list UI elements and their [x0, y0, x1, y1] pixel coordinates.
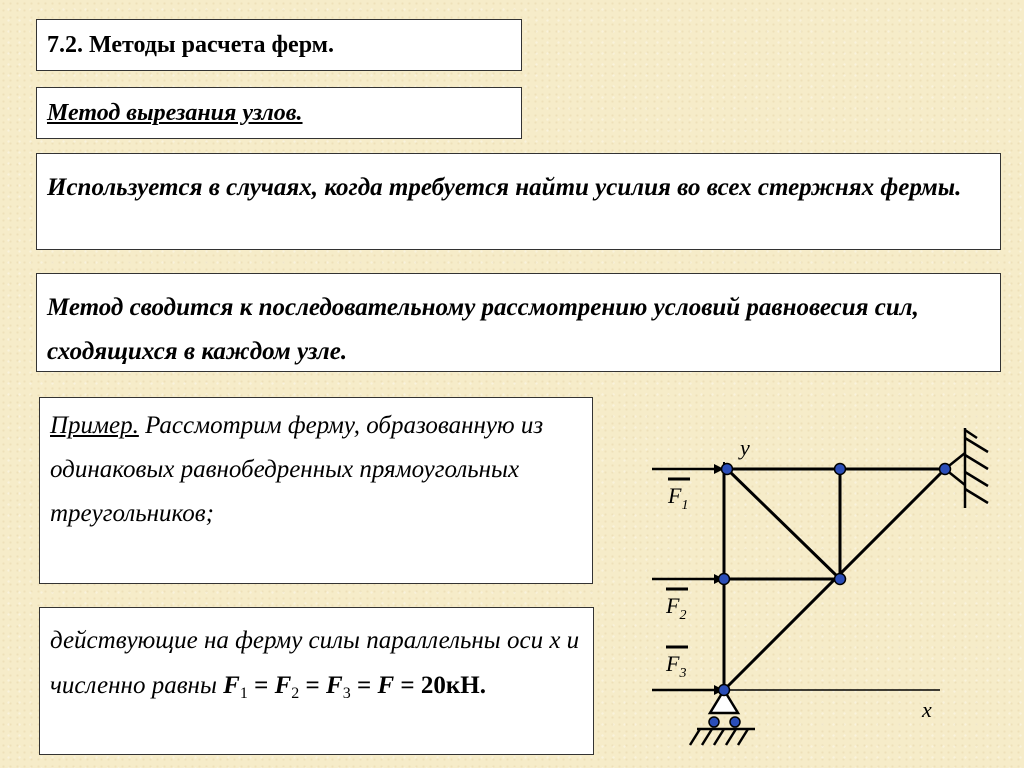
- eq-sign-3: =: [350, 672, 378, 699]
- roller-support: [690, 690, 755, 745]
- force-label-f2-name: F: [666, 593, 680, 618]
- force-label-f1: [667, 483, 688, 513]
- truss-node: [722, 464, 733, 475]
- truss-node: [940, 464, 951, 475]
- eq-f2: F: [274, 672, 292, 699]
- eq-f: F: [377, 672, 395, 699]
- wall-hatch: [965, 438, 988, 452]
- eq-f3-sub: 3: [342, 685, 351, 702]
- eq-value: 20кН.: [420, 672, 486, 699]
- wall-hatch: [965, 489, 988, 503]
- ground-hatch: [738, 729, 748, 745]
- section-heading: Метод вырезания узлов.: [47, 100, 303, 126]
- truss-node: [719, 574, 730, 585]
- force-label-f1-name: F: [668, 483, 682, 508]
- axis-x-label: x: [922, 697, 932, 722]
- eq-f3: F: [326, 672, 343, 699]
- wall-hatch: [965, 430, 977, 438]
- eq-f1: F: [223, 672, 240, 699]
- ground-hatch: [690, 729, 700, 745]
- forces-text: действующие на ферму силы параллельны оси x и численно равны: [50, 627, 580, 699]
- method-text: Метод сводится к последовательному рассмотрению условий равновесия сил, сходящихся в каждом узле.: [47, 294, 919, 365]
- usage-text: Используется в случаях, когда требуется найти усилия во всех стержнях фермы.: [47, 174, 962, 201]
- force-label-f2-sub: 2: [679, 608, 687, 623]
- ground-hatch: [726, 729, 736, 745]
- force-label-f1-sub: 1: [681, 498, 689, 513]
- truss-node: [835, 574, 846, 585]
- force-label-f3: [665, 651, 686, 681]
- force-label-f3-sub: 3: [679, 666, 687, 681]
- wall-hatch: [965, 472, 988, 486]
- truss-members: [724, 462, 945, 690]
- force-label-f3-name: F: [666, 651, 680, 676]
- example-label: Пример.: [50, 412, 139, 439]
- eq-f2-sub: 2: [291, 685, 300, 702]
- truss-node: [835, 464, 846, 475]
- wall-support: [945, 428, 988, 508]
- eq-sign-1: =: [247, 672, 275, 699]
- eq-f1-sub: 1: [239, 685, 248, 702]
- ground-hatch: [702, 729, 712, 745]
- member-diagonal-left: [727, 469, 840, 579]
- force-label-f2: [665, 593, 686, 623]
- roller-wheel: [709, 717, 719, 727]
- ground-hatch: [714, 729, 724, 745]
- axis-y-label: y: [740, 435, 750, 460]
- wall-hatch: [965, 455, 988, 469]
- slide-title: 7.2. Методы расчета ферм.: [47, 32, 335, 58]
- eq-sign-4: =: [394, 672, 421, 699]
- truss-node: [719, 685, 730, 696]
- roller-wheel: [730, 717, 740, 727]
- example-text: Рассмотрим ферму, образованную из одинаковых равнобедренных прямоугольных треугольников;: [50, 412, 544, 527]
- eq-sign-2: =: [299, 672, 327, 699]
